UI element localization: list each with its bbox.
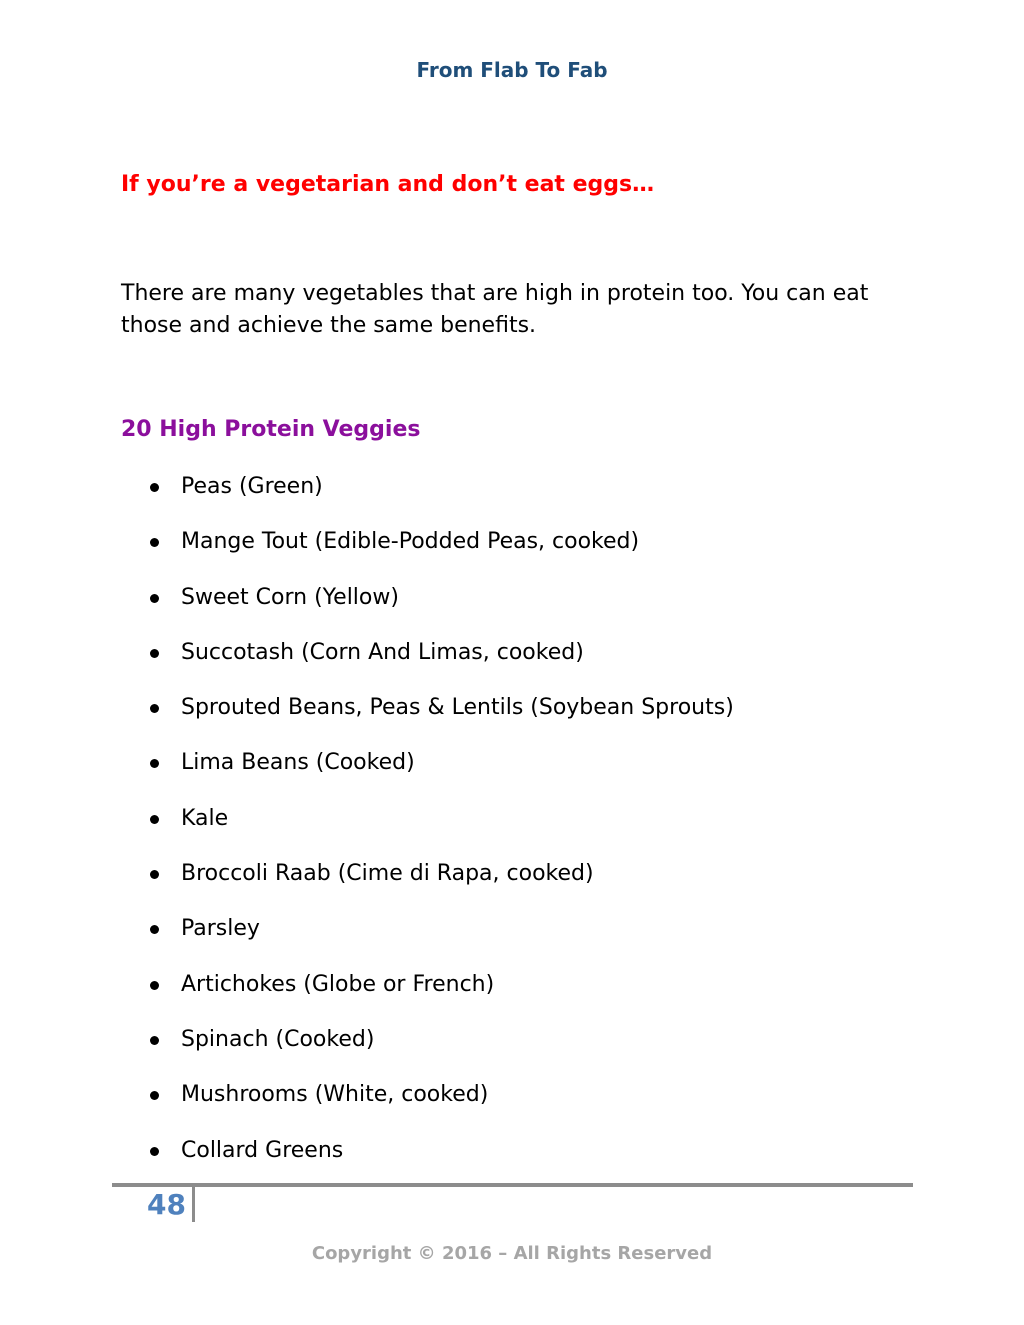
bullet-icon xyxy=(150,594,159,603)
list-item xyxy=(0,581,734,636)
bullet-icon xyxy=(150,815,159,824)
page-header-title: From Flab To Fab xyxy=(416,58,608,82)
list-item-text: Parsley xyxy=(181,916,260,942)
bullet-icon xyxy=(150,704,159,713)
list-item xyxy=(0,1134,734,1189)
list-item-text: Sprouted Beans, Peas & Lentils (Soybean Sprouts) xyxy=(181,695,734,721)
bullet-icon xyxy=(150,1091,159,1100)
list-item-text: Broccoli Raab (Cime di Rapa, cooked) xyxy=(181,861,594,887)
bullet-icon xyxy=(150,870,159,879)
list-item xyxy=(0,746,734,801)
bullet-icon xyxy=(150,925,159,934)
list-item xyxy=(0,470,734,525)
copyright-notice: Copyright © 2016 – All Rights Reserved xyxy=(311,1243,713,1264)
list-item xyxy=(0,857,734,912)
list-item xyxy=(0,1023,734,1078)
list-item xyxy=(0,636,734,691)
list-item-text: Lima Beans (Cooked) xyxy=(181,750,415,776)
bullet-icon xyxy=(150,538,159,547)
list-item-text: Sweet Corn (Yellow) xyxy=(181,584,399,610)
list-item xyxy=(0,525,734,580)
list-item xyxy=(0,968,734,1023)
page-number: 48 xyxy=(147,1188,186,1221)
list-heading: 20 High Protein Veggies xyxy=(121,417,421,442)
list-item-text: Collard Greens xyxy=(181,1137,344,1163)
bullet-icon xyxy=(150,483,159,492)
list-item xyxy=(0,802,734,857)
section-heading: If you’re a vegetarian and don’t eat eggs… xyxy=(121,172,655,197)
list-item-text: Mange Tout (Edible-Podded Peas, cooked) xyxy=(181,529,640,555)
page-number-divider xyxy=(192,1187,195,1222)
list-item-text: Spinach (Cooked) xyxy=(181,1026,375,1052)
list-item xyxy=(0,912,734,967)
bullet-icon xyxy=(150,1147,159,1156)
intro-paragraph: There are many vegetables that are high in protein too. You can eat those and achieve the same benefits. xyxy=(121,281,869,338)
footer-divider xyxy=(112,1183,913,1187)
list-item xyxy=(0,691,734,746)
bullet-icon xyxy=(150,759,159,768)
list-item-text: Succotash (Corn And Limas, cooked) xyxy=(181,639,584,665)
list-item-text: Mushrooms (White, cooked) xyxy=(181,1082,489,1108)
bullet-icon xyxy=(150,649,159,658)
bullet-icon xyxy=(150,981,159,990)
veggie-list xyxy=(0,470,734,1189)
list-item-text: Kale xyxy=(181,805,229,831)
list-item-text: Peas (Green) xyxy=(181,474,323,499)
bullet-icon xyxy=(150,1036,159,1045)
list-item xyxy=(0,1078,734,1133)
list-item-text: Artichokes (Globe or French) xyxy=(181,971,495,997)
